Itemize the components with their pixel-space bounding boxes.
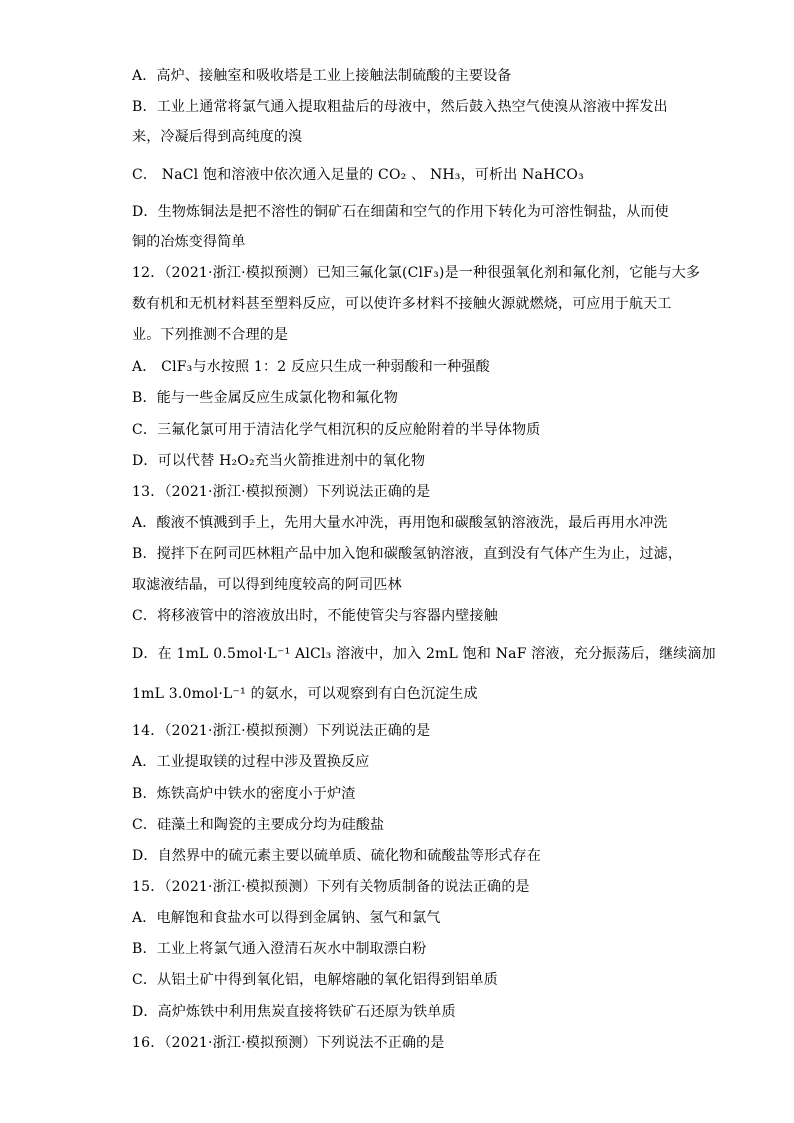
q15-option-c: C．从铝土矿中得到氧化铝，电解熔融的氧化铝得到铝单质 — [132, 972, 498, 988]
q11-option-d-line1: D．生物炼铜法是把不溶性的铜矿石在细菌和空气的作用下转化为可溶性铜盐，从而使 — [132, 204, 669, 220]
q12-option-c: C．三氟化氯可用于清洁化学气相沉积的反应舱附着的半导体物质 — [132, 422, 541, 438]
q11-option-a: A．高炉、接触室和吸收塔是工业上接触法制硫酸的主要设备 — [132, 68, 512, 84]
q11-option-b-line2: 来，冷凝后得到高纯度的溴 — [132, 129, 303, 145]
q13-option-d-line1: D．在 1mL 0.5mol·L⁻¹ AlCl₃ 溶液中，加入 2mL 饱和 NaF 溶液，充分振荡后，继续滴加 — [132, 646, 716, 662]
q12-option-a: A． ClF₃与水按照 1：2 反应只生成一种弱酸和一种强酸 — [132, 359, 490, 375]
q13-option-c: C．将移液管中的溶液放出时，不能使管尖与容器内壁接触 — [132, 608, 498, 624]
q15-stem: 15．（2021·浙江·模拟预测）下列有关物质制备的说法正确的是 — [132, 879, 530, 895]
q13-option-d-line2: 1mL 3.0mol·L⁻¹ 的氨水，可以观察到有白色沉淀生成 — [132, 686, 478, 702]
q13-option-a: A．酸液不慎溅到手上，先用大量水冲洗，再用饱和碳酸氢钠溶液洗，最后再用水冲洗 — [132, 515, 668, 531]
q12-stem-line3: 业。下列推测不合理的是 — [132, 327, 289, 343]
q15-option-d: D．高炉炼铁中利用焦炭直接将铁矿石还原为铁单质 — [132, 1004, 456, 1020]
q14-option-b: B．炼铁高炉中铁水的密度小于炉渣 — [132, 786, 356, 802]
q12-option-b: B．能与一些金属反应生成氯化物和氟化物 — [132, 390, 399, 406]
q14-option-d: D．自然界中的硫元素主要以硫单质、硫化物和硫酸盐等形式存在 — [132, 848, 542, 864]
q14-option-c: C．硅藻土和陶瓷的主要成分均为硅酸盐 — [132, 817, 385, 833]
q12-stem-line1: 12．（2021·浙江·模拟预测）已知三氟化氯(ClF₃)是一种很强氧化剂和氟化剂，它能与大多 — [132, 265, 701, 281]
q12-stem-line2: 数有机和无机材料甚至塑料反应，可以使许多材料不接触火源就燃烧，可应用于航天工 — [132, 296, 672, 312]
q11-option-d-line2: 铜的冶炼变得简单 — [132, 234, 246, 250]
q11-option-b-line1: B．工业上通常将氯气通入提取粗盐后的母液中，然后鼓入热空气使溴从溶液中挥发出 — [132, 99, 668, 115]
q16-stem: 16．（2021·浙江·模拟预测）下列说法不正确的是 — [132, 1035, 445, 1051]
q13-option-b-line1: B．搅拌下在阿司匹林粗产品中加入饱和碳酸氢钠溶液，直到没有气体产生为止，过滤， — [132, 546, 683, 562]
q12-option-d: D．可以代替 H₂O₂充当火箭推进剂中的氧化物 — [132, 453, 426, 469]
q14-stem: 14．（2021·浙江·模拟预测）下列说法正确的是 — [132, 723, 431, 739]
q14-option-a: A．工业提取镁的过程中涉及置换反应 — [132, 754, 370, 770]
q13-option-b-line2: 取滤液结晶，可以得到纯度较高的阿司匹林 — [132, 577, 402, 593]
q15-option-a: A．电解饱和食盐水可以得到金属钠、氢气和氯气 — [132, 910, 441, 926]
q11-option-c: C． NaCl 饱和溶液中依次通入足量的 CO₂ 、 NH₃，可析出 NaHCO₃ — [132, 167, 584, 183]
q13-stem: 13．（2021·浙江·模拟预测）下列说法正确的是 — [132, 484, 431, 500]
q15-option-b: B．工业上将氯气通入澄清石灰水中制取漂白粉 — [132, 941, 427, 957]
